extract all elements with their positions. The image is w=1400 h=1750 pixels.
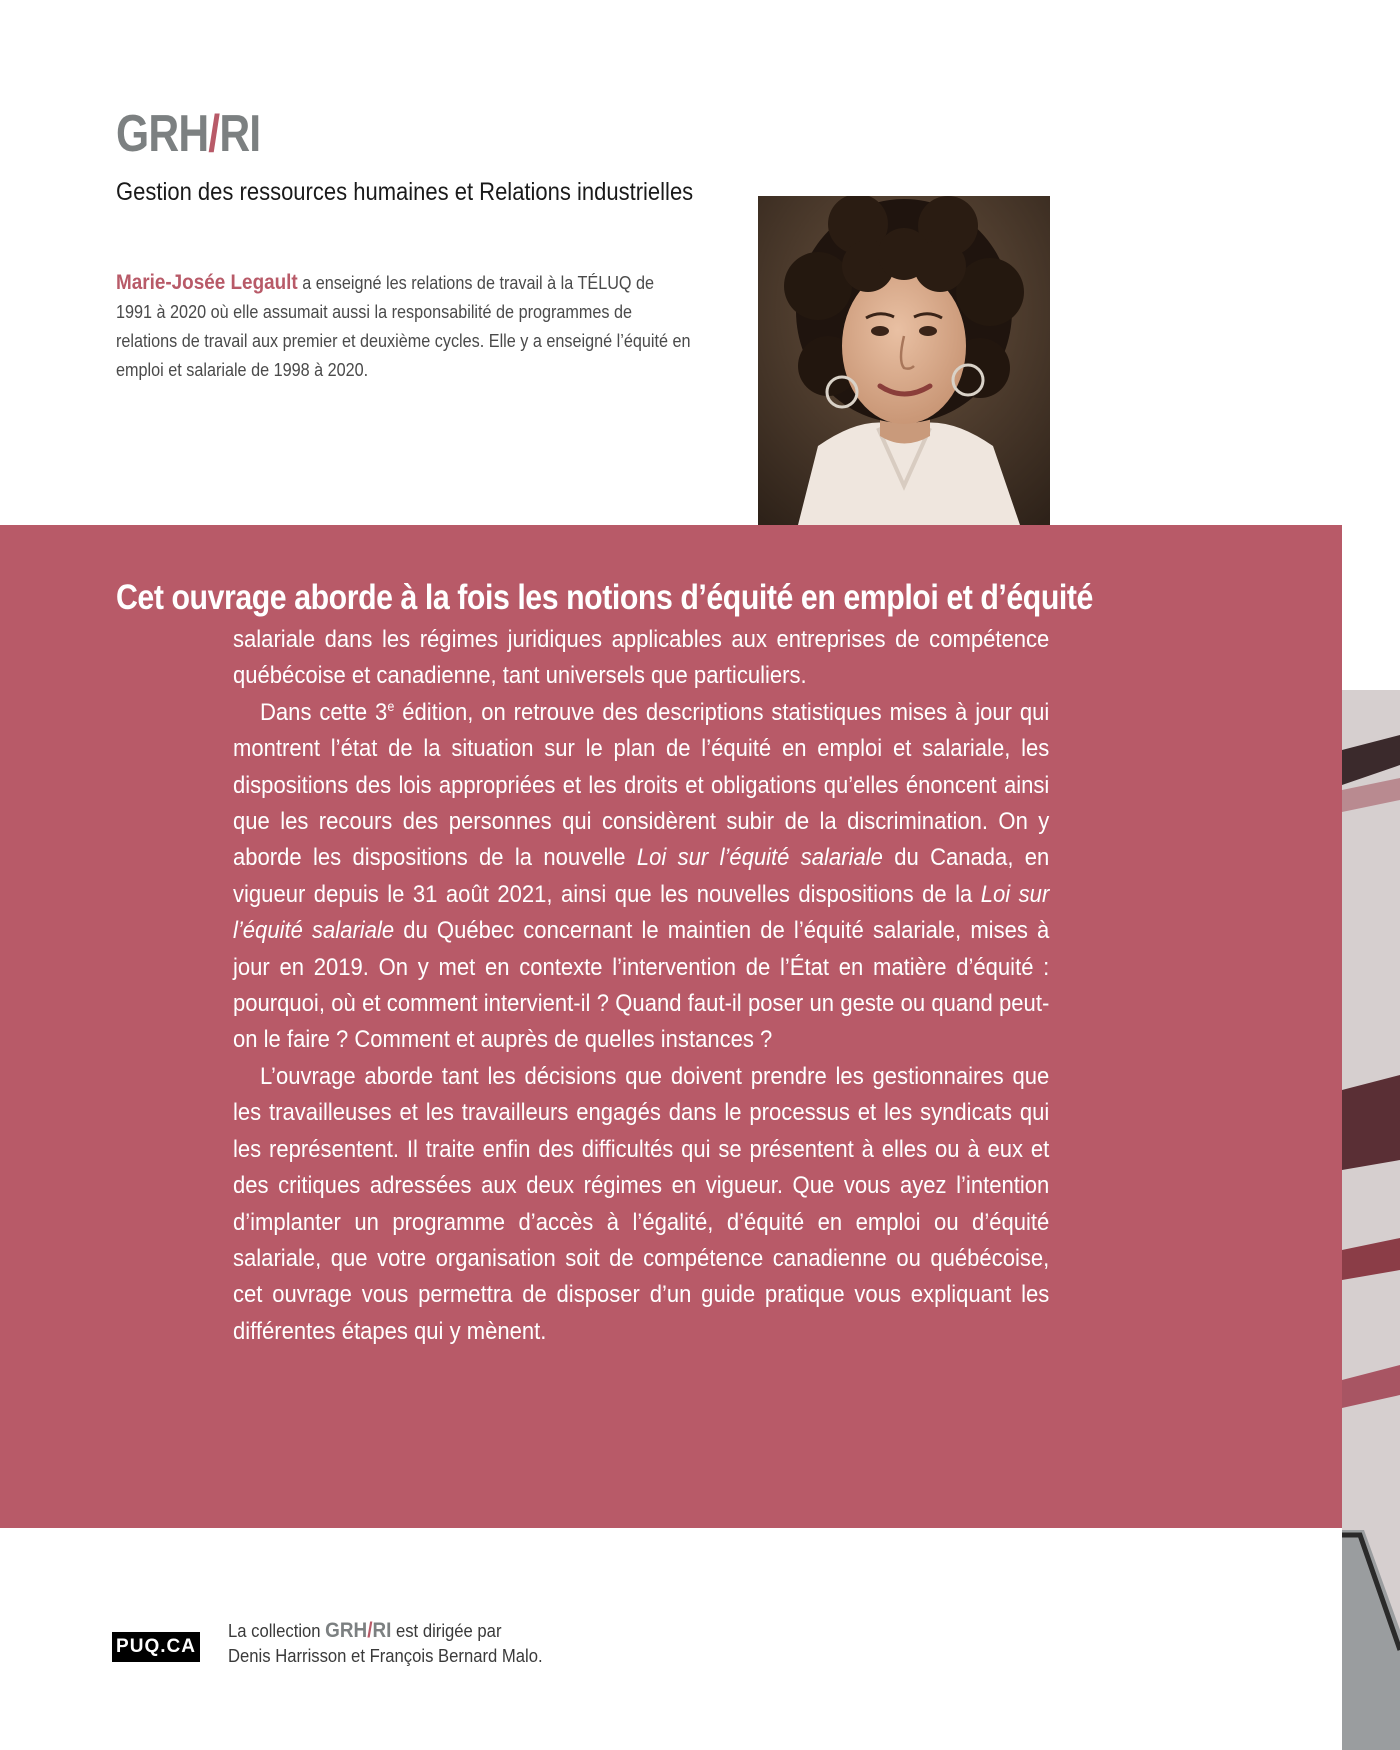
- collection-series-mark: GRH/RI: [325, 1619, 392, 1642]
- series-logo-slash: /: [208, 105, 220, 163]
- author-portrait-image: [758, 196, 1050, 525]
- author-name: Marie-Josée Legault: [116, 271, 298, 294]
- publisher-logo: PUQ.CA: [112, 1632, 200, 1662]
- collection-directors: Denis Harrisson et François Bernard Malo.: [228, 1645, 543, 1666]
- series-logo-part2: RI: [219, 105, 261, 163]
- law-title-canada: Loi sur l’équité salariale: [636, 844, 883, 872]
- description-lead: Cet ouvrage aborde à la fois les notions d’équité en emploi et d’équité: [116, 578, 1093, 617]
- author-bio: [116, 268, 692, 385]
- spine-edge-image: [1342, 690, 1400, 1750]
- description-body: [233, 622, 1049, 1350]
- description-paragraph-1: salariale dans les régimes juridiques applicables aux entreprises de compétence québécoise et canadienne, tant universels que particuliers.: [233, 626, 1050, 690]
- series-subtitle: Gestion des ressources humaines et Relations industrielles: [116, 178, 694, 206]
- edition-superscript: e: [387, 697, 395, 714]
- series-logo: [116, 105, 261, 163]
- series-logo-part1: GRH: [116, 105, 209, 163]
- collection-note: [228, 1618, 696, 1668]
- collection-note-line1: La collection GRH/RI est dirigée par: [228, 1619, 502, 1642]
- description-paragraph-2: Dans cette 3e édition, on retrouve des descriptions statistiques mises à jour qui montrent l’état de la situation sur le plan de l’équité en emploi et salariale, les dispositions des lois appropriées et les droits et obligations qu’elles énoncent ainsi que les recours des personnes qui considèrent subir de la discrimination. On y aborde les dispositions de la nouvelle Loi sur l’équité salariale du Canada, en vigueur depuis le 31 août 2021, ainsi que les nouvelles dispositions de la Loi sur l’équité salariale du Québec concernant le maintien de l’équité salariale, mises à jour en 2019. On y met en contexte l’intervention de l’État en matière d’équité : pourquoi, où et comment intervient-il ? Quand faut-il poser un geste ou quand peut-on le faire ? Comment et auprès de quelles instances ?: [233, 697, 1050, 1054]
- author-bio-text: a enseigné les relations de travail à la TÉLUQ de 1991 à 2020 où elle assumait aussi la responsabilité de programmes de relations de travail aux premier et deuxième cycles. Elle y a enseigné l’équité en emploi et salariale de 1998 à 2020.: [116, 273, 691, 380]
- law-title-quebec: Loi sur l’équité salariale: [233, 880, 1050, 945]
- author-photo: [758, 196, 1050, 525]
- description-paragraph-3: L’ouvrage aborde tant les décisions que doivent prendre les gestionnaires que les travailleuses et les travailleurs engagés dans le processus et les syndicats qui les représentent. Il traite enfin des difficultés qui se présentent à elles ou à eux et des critiques adressées aux deux régimes en vigueur. Que vous ayez l’intention d’implanter un programme d’accès à l’égalité, d’équité en emploi ou d’équité salariale, que votre organisation soit de compétence canadienne ou québécoise, cet ouvrage vous permettra de disposer d’un guide pratique vous expliquant les différentes étapes qui y mènent.: [233, 1062, 1050, 1345]
